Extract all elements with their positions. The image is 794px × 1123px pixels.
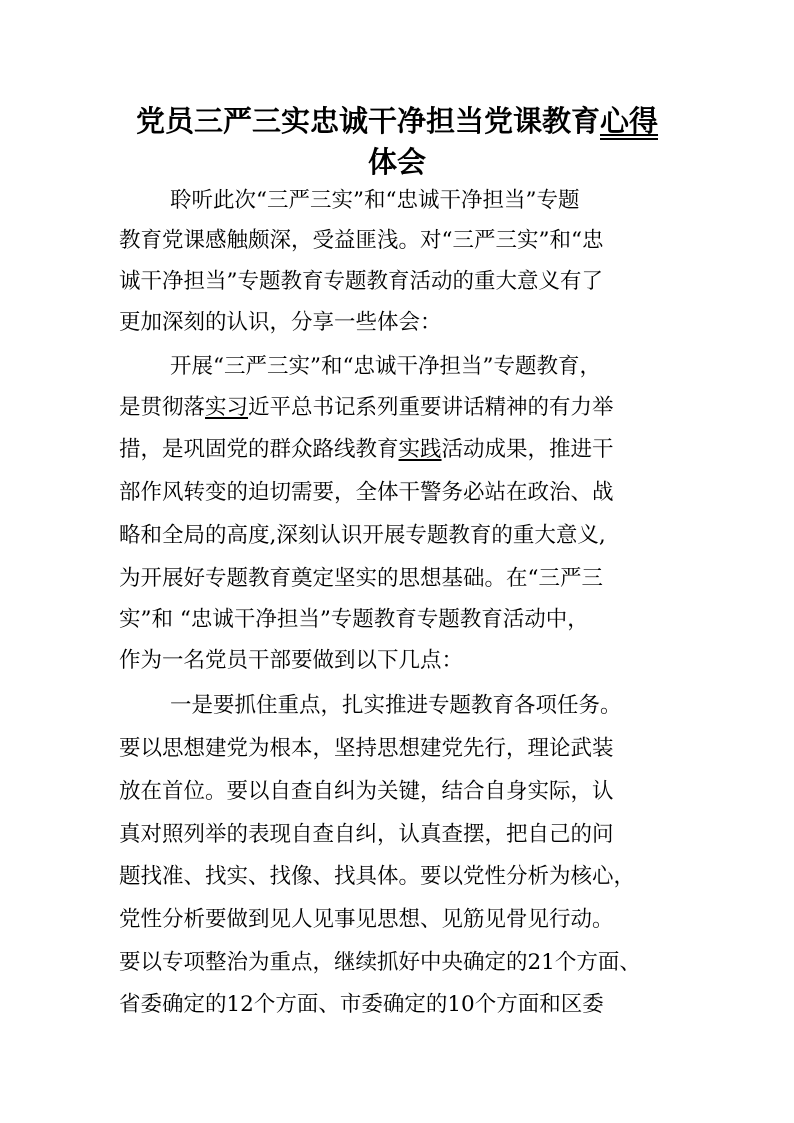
paragraph-3-line-8: 省委确定的12个方面、市委确定的10个方面和区委: [119, 992, 604, 1017]
underlined-text: 实习: [205, 395, 249, 420]
title-text: 党员三严三实忠诚干净担当党课教育: [135, 104, 600, 138]
paragraph-1-line-2: 教育党课感触颇深，受益匪浅。对“三严三实”和“忠: [119, 228, 604, 253]
paragraph-2-line-8: 作为一名党员干部要做到以下几点：: [119, 648, 464, 673]
paragraph-3-line-2: 要以思想建党为根本，坚持思想建党先行，理论武装: [119, 736, 614, 761]
paragraph-2-line-3: [119, 434, 614, 466]
document-title-line-1: [0, 101, 794, 141]
paragraph-3-line-3: 放在首位。要以自查自纠为关键，结合自身实际，认: [119, 779, 614, 804]
paragraph-2-line-7: 实”和 “忠诚干净担当”专题教育专题教育活动中，: [119, 607, 589, 632]
paragraph-2-line-5: 略和全局的高度,深刻认识开展专题教育的重大意义,: [119, 523, 606, 548]
paragraph-2-line-2: [119, 392, 614, 424]
paragraph-1-line-1: 聆听此次“三严三实”和“忠诚干净担当”专题: [170, 188, 580, 213]
paragraph-3-line-5: 题找准、找实、找像、找具体。要以党性分析为核心，: [119, 864, 636, 889]
paragraph-3-line-1: 一是要抓住重点，扎实推进专题教育各项任务。: [170, 693, 622, 718]
text-span: 活动成果，推进干: [441, 437, 614, 462]
text-span: 措，是巩固党的群众路线教育: [119, 437, 399, 462]
paragraph-1-line-3: 诚干净担当”专题教育专题教育活动的重大意义有了: [119, 269, 603, 294]
document-title-line-2: 体会: [367, 145, 426, 179]
title-underlined-text: 心得: [600, 104, 659, 138]
paragraph-2-line-6: 为开展好专题教育奠定坚实的思想基础。在“三严三: [119, 566, 603, 591]
paragraph-2-line-1: 开展“三严三实”和“忠诚干净担当”专题教育，: [170, 354, 601, 379]
paragraph-3-line-6: 党性分析要做到见人见事见思想、见筋见骨见行动。: [119, 907, 614, 932]
text-span: 近平总书记系列重要讲话精神的有力举: [248, 395, 614, 420]
text-span: 是贯彻落: [119, 395, 206, 420]
paragraph-3-line-7: 要以专项整治为重点，继续抓好中央确定的21个方面、: [119, 950, 641, 975]
paragraph-1-line-4: 更加深刻的认识，分享一些体会：: [119, 310, 442, 335]
underlined-text: 实践: [398, 437, 442, 462]
paragraph-3-line-4: 真对照列举的表现自查自纠，认真查摆，把自己的问: [119, 822, 614, 847]
paragraph-2-line-4: 部作风转变的迫切需要，全体干警务必站在政治、战: [119, 480, 614, 505]
